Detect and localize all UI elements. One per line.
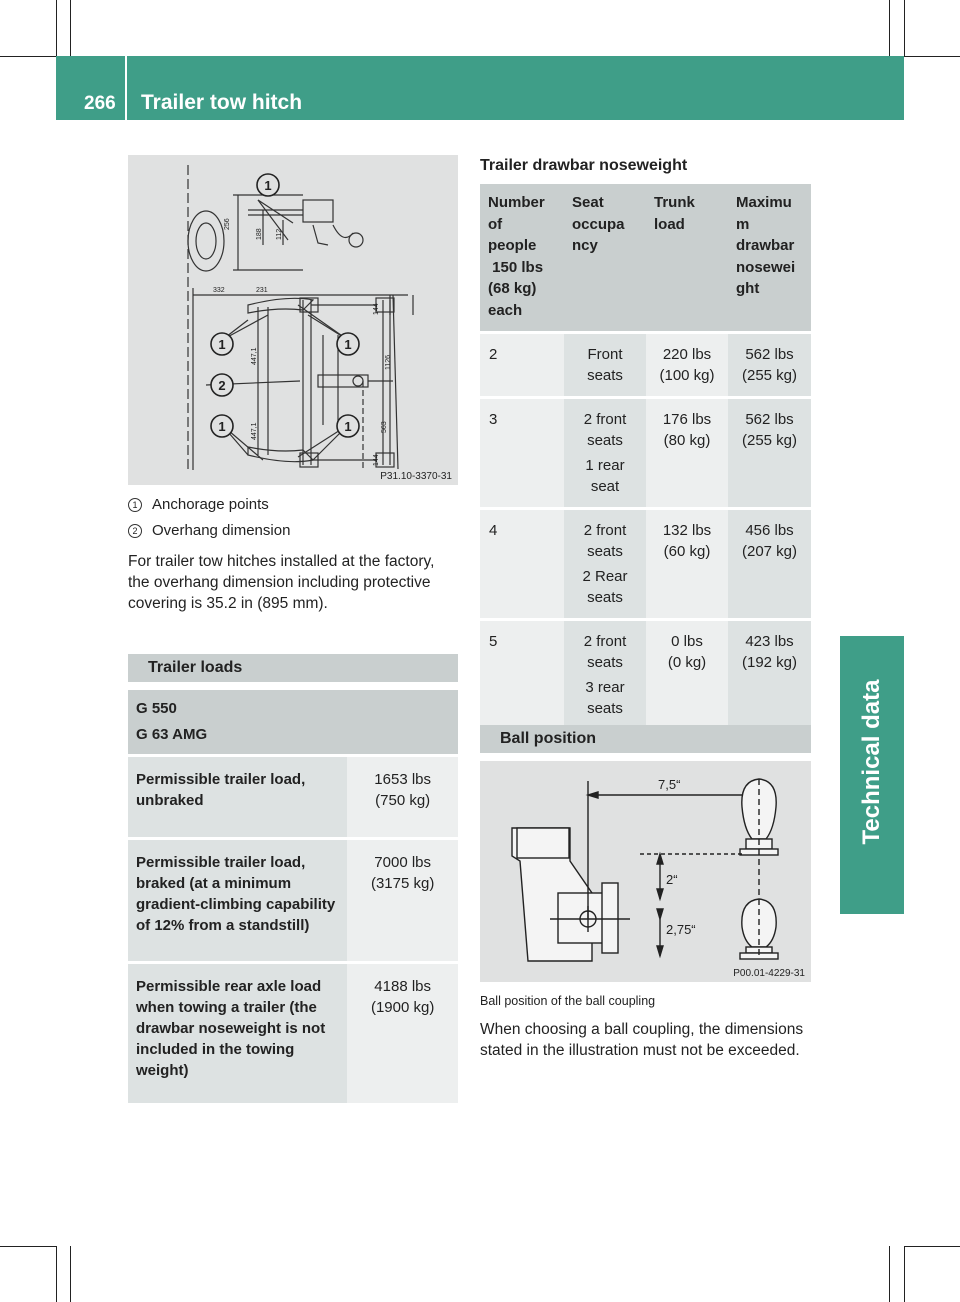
side-tab-label: Technical data [858,679,885,845]
ball-position-heading: Ball position [480,725,811,753]
model-name: G 63 AMG [136,726,208,743]
crop-mark [904,1246,960,1247]
page-number: 266 [84,93,116,114]
crop-mark [904,1246,905,1302]
value-lbs: 4188 lbs [374,978,432,995]
dim-label: 447,1 [251,422,258,440]
table-row [128,757,458,837]
crop-mark [56,0,57,56]
ball-position-caption: Ball position of the ball coupling [480,994,656,1008]
cell-seats: 2 front seats 1 rear seat [564,399,646,507]
legend-text: Overhang dimension [152,522,291,539]
crop-mark [56,1246,57,1302]
row-value [347,964,458,1103]
value-lbs: 1653 lbs [374,771,432,788]
col-header-trunk: Trunk load [646,184,728,331]
cell-seats: Front seats [564,334,646,396]
crop-mark [70,1246,71,1302]
col-header-max: Maximu m drawbar nosewei ght [728,184,811,331]
cell-seats: 2 front seats 3 rear seats [564,621,646,729]
crop-mark [904,0,905,56]
table-row [480,399,811,507]
intro-paragraph: For trailer tow hitches installed at the factory, the overhang dimension including protective covering is 35.2 in (895 mm). [128,553,435,612]
cell-seats: 2 front seats 2 Rear seats [564,510,646,618]
dim-label: 188 [256,228,263,240]
legend-text: Anchorage points [152,496,269,513]
table-row [480,334,811,396]
cell-people: 2 [480,334,564,396]
cell-max: 456 lbs (207 kg) [728,510,811,618]
callout-number: 1 [344,419,352,434]
noseweight-table [480,184,811,729]
col-header-people: Number of people 150 lbs (68 kg) each [480,184,564,331]
callout-number: 1 [264,178,272,193]
row-label: Permissible rear axle load when towing a trailer (the drawbar noseweight is not included in the towing weight) [128,964,347,1103]
legend-item [128,496,269,513]
cell-trunk: 132 lbs (60 kg) [646,510,728,618]
model-name: G 550 [136,700,177,717]
cell-trunk: 220 lbs (100 kg) [646,334,728,396]
ball-position-drawing [480,761,811,982]
legend-number: 2 [128,524,142,538]
cell-trunk: 0 lbs (0 kg) [646,621,728,729]
trailer-loads-heading: Trailer loads [128,654,458,682]
crop-mark [70,0,71,56]
model-header [128,690,458,754]
cell-max: 562 lbs (255 kg) [728,399,811,507]
chapter-title: Trailer tow hitch [141,91,303,114]
dim-label: 332 [213,287,225,294]
header-divider [125,56,127,120]
cell-trunk: 176 lbs (80 kg) [646,399,728,507]
dim-label: 144 [373,303,380,315]
value-kg: (3175 kg) [370,875,435,892]
figure-code: P31.10-3370-31 [380,471,452,482]
tow-hitch-diagram [128,155,458,485]
dim-label: 1126 [385,354,392,370]
table-row [480,510,811,618]
dim-label: 231 [256,287,268,294]
tow-hitch-drawing [128,155,458,485]
ball-position-text: When choosing a ball coupling, the dimensions stated in the illustration must not be exceeded. [480,1021,804,1059]
cell-people: 5 [480,621,564,729]
row-value [347,840,458,961]
table-row [128,964,458,1103]
value-lbs: 7000 lbs [374,854,432,871]
row-label: Permissible trailer load, unbraked [128,757,347,837]
legend-number: 1 [128,498,142,512]
dim-label: 447,1 [251,347,258,365]
callout-number: 1 [218,419,226,434]
callout-number: 1 [218,337,226,352]
cell-max: 423 lbs (192 kg) [728,621,811,729]
callout-number: 2 [218,378,226,393]
crop-mark [904,56,960,57]
dim-label: 112 [276,228,283,240]
crop-mark [0,56,56,57]
callout-number: 1 [344,337,352,352]
trailer-loads-table [128,690,458,1103]
figure-code: P00.01-4229-31 [733,968,805,979]
crop-mark [889,1246,890,1302]
row-label: Permissible trailer load, braked (at a minimum gradient-climbing capability of 12% from a standstill) [128,840,347,961]
col-header-seats: Seat occupa ncy [564,184,646,331]
cell-people: 4 [480,510,564,618]
ball-position-diagram [480,761,811,982]
section-side-tab [840,636,904,914]
legend-item [128,522,290,539]
crop-mark [889,0,890,56]
value-kg: (1900 kg) [370,999,435,1016]
crop-mark [0,1246,56,1247]
dim-label: 144 [373,454,380,466]
cell-max: 562 lbs (255 kg) [728,334,811,396]
dim-label: 563 [381,421,388,433]
dim-label: 2“ [666,872,678,887]
dim-label: 7,5“ [658,777,681,792]
dim-label: 2,75“ [666,922,696,937]
cell-people: 3 [480,399,564,507]
value-kg: (750 kg) [375,792,431,809]
header-row [480,184,811,331]
noseweight-title: Trailer drawbar noseweight [480,157,688,174]
dim-label: 256 [224,218,231,230]
table-row [480,621,811,729]
table-row [128,840,458,961]
row-value [347,757,458,837]
